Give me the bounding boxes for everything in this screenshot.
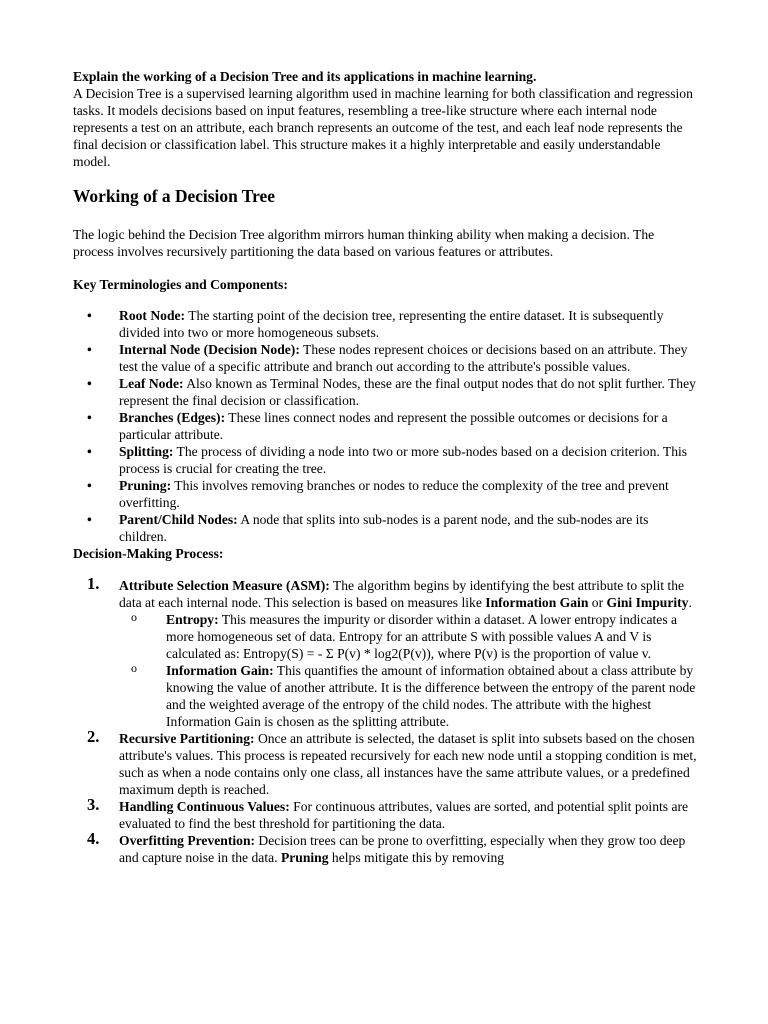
sub-term: Information Gain: xyxy=(166,663,274,678)
bullet-marker: • xyxy=(87,410,92,425)
term-label: Root Node: xyxy=(119,308,186,323)
sub-list-item xyxy=(119,611,698,662)
step-number: 3. xyxy=(87,795,100,814)
sub-text: This quantifies the amount of information obtained about a class attribute by knowing the value of another attribute. It is the difference between the entropy of the parent node and the weighted average of the entropy of the child nodes. The attribute with the highest Information Gain is chosen as the splitting attribute. xyxy=(166,663,696,729)
term-text: A node that splits into sub-nodes is a parent node, and the sub-nodes are its children. xyxy=(119,512,649,544)
term-label: Branches (Edges): xyxy=(119,410,226,425)
step-bold: Gini Impurity xyxy=(606,595,689,610)
list-item xyxy=(73,795,698,832)
term-text: The starting point of the decision tree, representing the entire dataset. It is subsequently divided into two or more homogeneous subsets. xyxy=(119,308,664,340)
bullet-marker: • xyxy=(87,478,92,493)
list-item xyxy=(73,341,698,375)
term-text: This involves removing branches or nodes to reduce the complexity of the tree and prevent overfitting. xyxy=(119,478,669,510)
term-label: Internal Node (Decision Node): xyxy=(119,342,300,357)
step-bold: Information Gain xyxy=(485,595,589,610)
bullet-marker: • xyxy=(87,444,92,459)
list-item xyxy=(73,477,698,511)
step-bold: Pruning xyxy=(280,850,329,865)
key-terms-heading: Key Terminologies and Components: xyxy=(73,277,288,292)
term-label: Pruning: xyxy=(119,478,172,493)
step-text: Once an attribute is selected, the dataset is split into subsets based on the chosen attribute's values. This process is repeated recursively for each new node until a stopping condition is met, such as when a node contains only one class, all instances have the same attribute values, or a predefined maximum depth is reached. xyxy=(119,731,697,797)
list-item xyxy=(73,574,698,730)
step-term: Recursive Partitioning: xyxy=(119,731,255,746)
list-item xyxy=(73,375,698,409)
sub-list xyxy=(119,611,698,730)
bullet-marker: • xyxy=(87,376,92,391)
list-item xyxy=(73,409,698,443)
term-text: Also known as Terminal Nodes, these are the final output nodes that do not split further. They represent the final decision or classification. xyxy=(119,376,696,408)
step-number: 4. xyxy=(87,829,100,848)
section-heading: Working of a Decision Tree xyxy=(73,186,275,206)
step-text: The algorithm begins by identifying the best attribute to split the data at each internal node. This selection is based on measures like xyxy=(119,578,685,610)
sub-term: Entropy: xyxy=(166,612,219,627)
question-title: Explain the working of a Decision Tree and its applications in machine learning. xyxy=(73,69,537,84)
section-intro-paragraph: The logic behind the Decision Tree algorithm mirrors human thinking ability when making a decision. The process involves recursively partitioning the data based on various features or attributes. xyxy=(73,227,655,259)
list-item xyxy=(73,829,698,866)
term-label: Parent/Child Nodes: xyxy=(119,512,238,527)
step-term: Handling Continuous Values: xyxy=(119,799,290,814)
list-item xyxy=(73,511,698,545)
step-term: Attribute Selection Measure (ASM): xyxy=(119,578,330,593)
step-text: helps mitigate this by removing xyxy=(328,850,505,865)
key-terms-list xyxy=(73,307,698,545)
term-label: Leaf Node: xyxy=(119,376,184,391)
term-text: The process of dividing a node into two or more sub-nodes based on a decision criterion. This process is crucial for creating the tree. xyxy=(119,444,688,476)
bullet-marker: • xyxy=(87,308,92,323)
term-text: These nodes represent choices or decisions based on an attribute. They test the value of a specific attribute and branch out according to the attribute's possible values. xyxy=(119,342,688,374)
bullet-marker: • xyxy=(87,512,92,527)
term-text: These lines connect nodes and represent the possible outcomes or decisions for a particular attribute. xyxy=(119,410,668,442)
intro-paragraph: A Decision Tree is a supervised learning algorithm used in machine learning for both classification and regression tasks. It models decisions based on input features, resembling a tree-like structure where each internal node represents a test on an attribute, each branch represents an outcome of the test, and each leaf node represents the final decision or classification label. This structure makes it a highly interpretable and easily understandable model. xyxy=(73,86,693,169)
step-term: Overfitting Prevention: xyxy=(119,833,256,848)
list-item xyxy=(73,727,698,798)
process-heading: Decision-Making Process: xyxy=(73,546,224,561)
step-text: Decision trees can be prone to overfitting, especially when they grow too deep and capture noise in the data. xyxy=(119,833,686,865)
circle-bullet-icon: o xyxy=(131,661,137,675)
term-label: Splitting: xyxy=(119,444,174,459)
sub-text: This measures the impurity or disorder within a dataset. A lower entropy indicates a more homogeneous set of data. Entropy for an attribute S with possible values A and V is calculated as: Entropy(S) = - Σ P(v) * log2(P(v)), where P(v) is the proportion of value v. xyxy=(166,612,678,661)
step-text: For continuous attributes, values are sorted, and potential split points are evaluated to find the best threshold for partitioning the data. xyxy=(119,799,689,831)
bullet-marker: • xyxy=(87,342,92,357)
step-text: or xyxy=(588,595,607,610)
process-steps-list xyxy=(73,574,698,866)
list-item xyxy=(73,307,698,341)
step-number: 1. xyxy=(87,574,100,593)
step-text: . xyxy=(688,595,692,610)
list-item xyxy=(73,443,698,477)
circle-bullet-icon: o xyxy=(131,610,137,624)
step-number: 2. xyxy=(87,727,100,746)
sub-list-item xyxy=(119,662,698,730)
